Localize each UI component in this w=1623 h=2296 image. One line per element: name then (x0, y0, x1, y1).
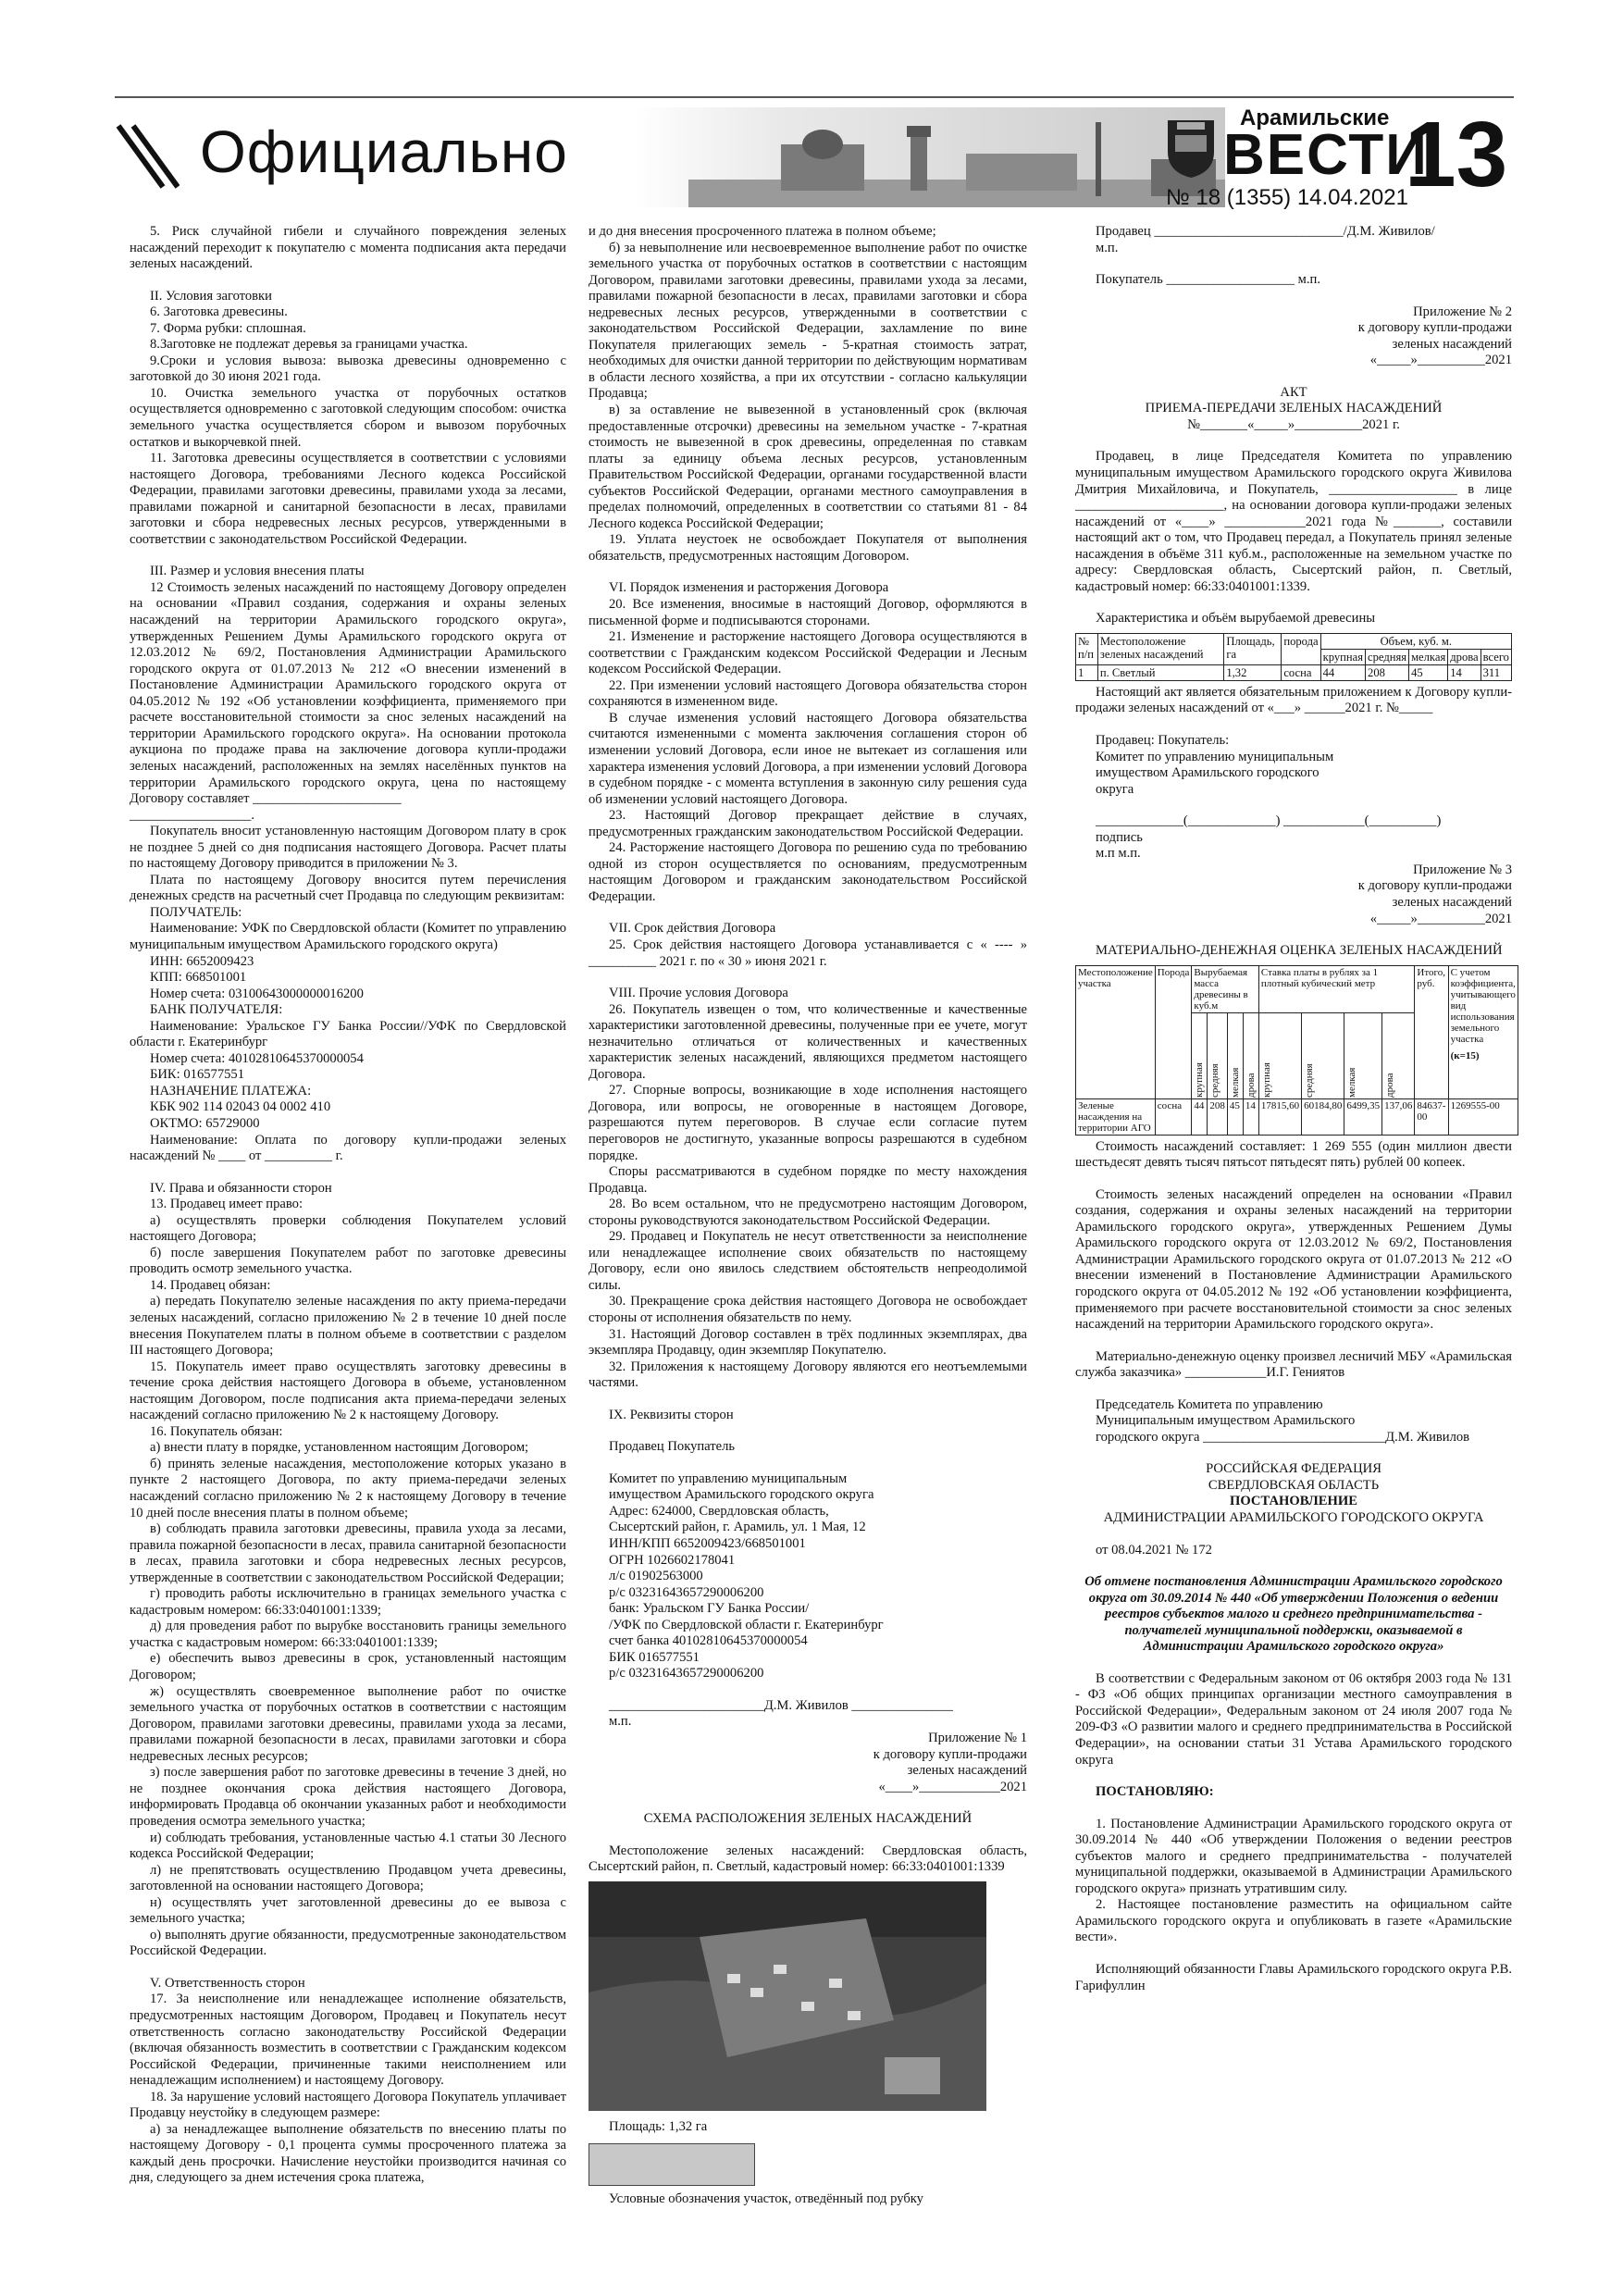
paragraph: 9.Сроки и условия вывоза: вывозка древесины одновременно с заготовкой до 30 июня 2021 года. (130, 353, 566, 385)
table-cell: 137,06 (1382, 1098, 1415, 1135)
table-cell: сосна (1282, 664, 1320, 680)
paragraph: 16. Покупатель обязан: (150, 1423, 283, 1439)
paragraph: ОКТМО: 65729000 (150, 1115, 260, 1131)
paragraph: Номер счета: 03100643000000016200 (150, 986, 364, 1001)
resolution-section (1075, 1139, 1512, 1995)
table2-subheader: дрова (1245, 1073, 1257, 1098)
table2-header: Порода (1155, 965, 1192, 1098)
paragraph: 27. Спорные вопросы, возникающие в ходе исполнения настоящего Договора, или вопросы, не оговоренные в настоящем Договоре, разрешаются путем переговоров. В случае если согласие путем переговоров не достигнуто, указанные вопросы разрешаются в судебном порядке. (588, 1083, 1027, 1163)
table2-header: Вырубаемая масса древесины в куб.м (1192, 965, 1259, 1012)
table-cell: 1269555-00 (1448, 1098, 1518, 1135)
paragraph: 26. Покупатель извещен о том, что количественные и качественные характеристики заготовленной древесины, полученные при ее учете, могут незначительно отличаться от количественных и качественных характеристик зеленых насаждений, являющихся предметом настоящего Договора. (588, 1001, 1027, 1082)
table-cell: 84637-00 (1415, 1098, 1448, 1135)
paragraph: 1. Постановление Администрации Арамильского городского округа от 30.09.2014 № 440 «Об утверждении Положения о ведении реестров субъектов малого и среднего предпринимательства - получателей муниципальной поддержки, оказываемой в Администрации Арамильского городского округа» признать утратившим силу. (1075, 1816, 1512, 1896)
paragraph: НАЗНАЧЕНИЕ ПЛАТЕЖА: (150, 1083, 312, 1098)
table1-subheader: всего (1481, 649, 1511, 664)
paragraph: IV. Права и обязанности сторон (150, 1180, 332, 1196)
paragraph: Условные обозначения участок, отведённый под рубку (609, 2191, 923, 2206)
paragraph: счет банка 40102810645370000054 (609, 1633, 808, 1649)
paragraph: р/с 03231643657290006200 (609, 1666, 764, 1682)
paragraph: м.п. (1096, 240, 1119, 255)
paragraph: ж) осуществлять своевременное выполнение работ по очистке земельного участка от порубочных остатков в соответствии с настоящим Договором, правилами заготовки древесины, правилами ухода за лесами, правилами пожарной безопасности в лесах, правилами заготовки и сбора недревесных лесных ресурсов; (130, 1683, 566, 1764)
paragraph: Споры рассматриваются в судебном порядке по месту нахождения Продавца. (588, 1164, 1027, 1196)
table2-header-text: С учетом коэффициента, учитывающего вид использования земельного участка (1450, 966, 1516, 1045)
paragraph: м.п. (609, 1714, 632, 1730)
paragraph: Наименование: УФК по Свердловской области (Комитет по управлению муниципальным имуществом Арамильского городского округа) (130, 921, 566, 952)
paragraph: ПОСТАНОВЛЕНИЕ (1230, 1494, 1357, 1509)
paragraph: 28. Во всем остальном, что не предусмотрено настоящим Договором, стороны руководствуются законодательством Российской Федерации. (588, 1197, 1027, 1228)
paragraph: подпись (1096, 829, 1143, 845)
paragraph: В соответствии с Федеральным законом от 06 октября 2003 года № 131 - ФЗ «Об общих принципах организации местного самоуправления в Российской Федерации», Федеральным законом от 24 июля 2007 года № 209-ФЗ «О развитии малого и среднего предпринимательства в Российской Федерации», на основании статьи 31 Устава Арамильского городского округа (1075, 1670, 1512, 1768)
paragraph: Наименование: Уральское ГУ Банка России//УФК по Свердловской области г. Екатеринбург (130, 1018, 566, 1050)
site-map-image (588, 1881, 986, 2111)
paragraph: а) за ненадлежащее выполнение обязательств по внесению платы по настоящему Договору - 0,1 процента суммы просроченного платежа за каждый день просрочки. Начисление неустойки производится начиная со дня, следующего за днем истечения срока платежа, (130, 2121, 566, 2186)
table2-subheader: мелкая (1229, 1067, 1241, 1098)
act-section (1075, 224, 1512, 627)
paragraph: Площадь: 1,32 га (609, 2119, 708, 2135)
paragraph: Наименование: Оплата по договору купли-продажи зеленых насаждений № ____ от __________ г. (130, 1132, 566, 1164)
paragraph: д) для проведения работ по вырубке восстановить границы земельного участка с кадастровым номером: 66:33:0401001:1339; (130, 1619, 566, 1650)
paragraph: Комитет по управлению муниципальным (609, 1471, 848, 1486)
paragraph: Продавец, в лице Председателя Комитета по управлению муниципальным имуществом Арамильского городского округа Живилова Дмитрия Михайловича, и Покупатель, ___________________ в лице ______________________, на основании договора купли-продажи зеленых насаждений от «____» ____________2021 года №_______, составили настоящий акт о том, что Продавец передал, а Покупатель принял зеленые насаждения в объёме 311 куб.м., расположенные на земельном участке по адресу: Свердловская область, Сысертский район, п. Светлый, кадастровый номер: 66:33:0401001:1339. (1075, 449, 1512, 594)
paragraph: ПРИЕМА-ПЕРЕДАЧИ ЗЕЛЕНЫХ НАСАЖДЕНИЙ (1145, 401, 1443, 416)
paragraph: ОГРН 1026602178041 (609, 1552, 736, 1568)
paragraph: Номер счета: 40102810645370000054 (150, 1050, 364, 1066)
paragraph: БИК 016577551 (609, 1649, 700, 1665)
paragraph: Стоимость насаждений составляет: 1 269 555 (один миллион двести шестьдесят девять тысяч пятьсот пятьдесят пять) рублей 00 копеек. (1075, 1138, 1512, 1171)
table-cell: 208 (1208, 1098, 1228, 1135)
paragraph: о) выполнять другие обязанности, предусмотренные законодательством Российской Федерации. (130, 1927, 566, 1959)
table-cell: 44 (1192, 1098, 1208, 1135)
coat-of-arms-icon (1166, 118, 1216, 180)
table-cell: п. Светлый (1097, 664, 1224, 680)
paragraph: АДМИНИСТРАЦИИ АРАМИЛЬСКОГО ГОРОДСКОГО ОКРУГА (1103, 1509, 1484, 1525)
paragraph: «_____»__________2021 (1369, 911, 1512, 926)
paragraph: ПОСТАНОВЛЯЮ: (1096, 1784, 1214, 1800)
paragraph: №_______«_____»__________2021 г. (1187, 416, 1400, 432)
table2-header (1448, 965, 1518, 1098)
table1-subheader: дрова (1448, 649, 1481, 664)
column-1 (130, 224, 566, 2187)
paragraph: Стоимость зеленых насаждений определен на основании «Правил создания, содержания и охраны зеленых насаждений на территории Арамильского городского округа», утвержденных Решением Думы Арамильского городского округа от 12.03.2012 № 69/2, Постановления Администрации Арамильского городского округа от 01.07.2013 № 212 «О внесении изменений в Постановление Администрации Арамильского городского округа от 04.05.2012 № 192 «Об установлении коэффициента, применяемого при расчете восстановительной стоимости за снос зеленых насаждений на территории Арамильского городского округа». (1075, 1186, 1512, 1333)
paragraph: Сысертский район, г. Арамиль, ул. 1 Мая, 12 (609, 1520, 866, 1535)
paragraph: имуществом Арамильского городского (1096, 765, 1319, 781)
paragraph: 15. Покупатель имеет право осуществлять заготовку древесины в течение срока действия настоящего Договора в объеме, установленном настоящим Договором, после подписания акта приема-передачи зеленых насаждений согласно приложению № 2 к настоящему Договору. (130, 1359, 566, 1423)
table2-subheader: средняя (1304, 1062, 1316, 1098)
table1-subheader: средняя (1366, 649, 1409, 664)
paragraph: VII. Срок действия Договора (609, 921, 776, 937)
table-cell: 1 (1076, 664, 1098, 680)
paragraph: а) передать Покупателю зеленые насаждения по акту приема-передачи зеленых насаждений, согласно приложению № 2 в течение 10 дней после внесения Покупателем платы в полном объеме в соответствии с разделом III настоящего Договора; (130, 1294, 566, 1359)
paragraph: РОССИЙСКАЯ ФЕДЕРАЦИЯ (1206, 1461, 1381, 1477)
paragraph: БИК: 016577551 (150, 1067, 245, 1083)
paragraph: Настоящий акт является обязательным приложением к Договору купли-продажи зеленых насаждений от «___» ______2021 г. №_____ (1075, 684, 1512, 716)
paragraph: III. Размер и условия внесения платы (150, 564, 365, 579)
paragraph: БАНК ПОЛУЧАТЕЛЯ: (150, 1002, 283, 1018)
paragraph: АКТ (1280, 384, 1307, 400)
paragraph: Приложение № 2 (1413, 304, 1512, 319)
paragraph: Приложение № 3 (1413, 862, 1512, 877)
paragraph: 18. За нарушение условий настоящего Договора Покупатель уплачивает Продавцу неустойку в следующем размере: (130, 2089, 566, 2121)
table-row (1076, 664, 1512, 680)
paragraph: Продавец Покупатель (609, 1439, 736, 1455)
paragraph: _____________(_____________) ____________(__________) (1096, 813, 1442, 829)
table2-subheader: дрова (1384, 1073, 1396, 1098)
paragraph: СХЕМА РАСПОЛОЖЕНИЯ ЗЕЛЕНЫХ НАСАЖДЕНИЙ (643, 1811, 973, 1827)
paragraph: зеленых насаждений (1392, 336, 1512, 352)
section-title: Официально (200, 118, 568, 185)
paragraph: КБК 902 114 02043 04 0002 410 (150, 1099, 331, 1115)
table-cell: 14 (1448, 664, 1481, 680)
table-row (1076, 1098, 1518, 1135)
paragraph: 29. Продавец и Покупатель не несут ответственности за неисполнение или ненадлежащее исполнение своих обязательств по настоящему Договору, если оно явилось следствием обстоятельств непреодолимой силы. (588, 1229, 1027, 1293)
paragraph: «____»____________2021 (878, 1779, 1027, 1794)
paragraph: V. Ответственность сторон (150, 1975, 305, 1991)
section-slashes-icon (115, 118, 180, 192)
paragraph: з) после завершения работ по заготовке древесины в течение 3 дней, но не позднее окончания срока действия настоящего Договора, информировать Продавца об окончании указанных работ и необходимости проведения осмотра земельного участка; (130, 1765, 566, 1829)
paragraph: 21. Изменение и расторжение настоящего Договора осуществляются в соответствии с Гражданским кодексом Российской Федерации и Лесным кодексом Российской Федерации. (588, 629, 1027, 677)
paragraph: В случае изменения условий настоящего Договора обязательства считаются измененными с момента заключения соглашения сторон об изменении условий Договора, если иное не вытекает из соглашения или характера изменения условий Договора, а при изменении условий Договора в судебном порядке - с момента вступления в законную силу решения суда об изменении условий настоящего Договора. (588, 710, 1027, 807)
paragraph: Местоположение зеленых насаждений: Свердловская область, Сысертский район, п. Светлый, кадастровый номер: 66:33:0401001:1339 (588, 1843, 1027, 1875)
paragraph: городского округа ___________________________Д.М. Живилов (1096, 1429, 1470, 1445)
table-cell: 6499,35 (1344, 1098, 1382, 1135)
paragraph: л) не препятствовать осуществлению Продавцом учета древесины, заготовленной на основании настоящего Договора; (130, 1862, 566, 1894)
paragraph: р/с 03231643657290006200 (609, 1584, 764, 1600)
paragraph: от 08.04.2021 № 172 (1096, 1542, 1212, 1558)
paragraph: к договору купли-продажи (1357, 320, 1512, 336)
paragraph: 17. За неисполнение или ненадлежащее исполнение обязательств, предусмотренных настоящим Договором, Продавец и Покупатель несут ответственность согласно законодательству Российской Федерации (включая обязанность возместить в соответствии с Гражданским кодексом Российской Федерации, причиненные такими неисполнением или ненадлежащим исполнением) и настоящему Договору. (130, 1992, 566, 2089)
paragraph: Председатель Комитета по управлению (1096, 1396, 1323, 1412)
map-area (588, 2119, 1027, 2136)
paragraph: а) осуществлять проверки соблюдения Покупателем условий настоящего Договора; (130, 1212, 566, 1245)
town-banner-image (633, 107, 1225, 207)
paragraph: 6. Заготовка древесины. (150, 304, 288, 320)
paragraph: ИНН: 6652009423 (150, 953, 254, 969)
paragraph: 14. Продавец обязан: (150, 1277, 271, 1293)
table-cell: 44 (1320, 664, 1365, 680)
paragraph: л/с 01902563000 (609, 1569, 703, 1584)
paragraph: Покупатель вносит установленную настоящим Договором плату в срок не позднее 5 дней со дня подписания настоящего Договора. Расчет платы по настоящему Договору приводится в приложении № 3. (130, 824, 566, 872)
table-cell: сосна (1155, 1098, 1192, 1135)
paragraph: 22. При изменении условий настоящего Договора обязательства сторон сохраняются в измененном виде. (588, 677, 1027, 710)
paragraph: и до дня внесения просроченного платежа в полном объеме; (588, 224, 936, 239)
brand-small-title: Арамильские (1240, 105, 1390, 130)
table1-header: Площадь, га (1224, 633, 1282, 664)
table2-header: Ставка платы в рублях за 1 плотный кубический метр (1258, 965, 1415, 1012)
paragraph: СВЕРДЛОВСКАЯ ОБЛАСТЬ (1208, 1477, 1380, 1493)
paragraph: Продавец: Покупатель: (1096, 733, 1230, 749)
paragraph: б) принять зеленые насаждения, местоположение которых указано в пункте 2 настоящего Договора, по акту приема-передачи зеленых насаждений согласно приложению № 2 к настоящему Договору в течение 10 дней после внесения платы в полном объеме; (130, 1456, 566, 1520)
table1-header: порода (1282, 633, 1320, 664)
table1-subheader: мелкая (1409, 649, 1448, 664)
table2-subheader: крупная (1260, 1061, 1272, 1098)
paragraph: б) после завершения Покупателем работ по заготовке древесины проводить осмотр земельного участка. (130, 1245, 566, 1277)
paragraph: Продавец ____________________________/Д.М. Живилов/ (1096, 224, 1435, 239)
paragraph: б) за невыполнение или несвоевременное выполнение работ по очистке земельного участка от порубочных остатков в соответствии с настоящим Договором, правилами заготовки древесины, правилами ухода за лесами, правилами пожарной безопасности в лесах, правилами заготовки и сбора недревесных лесных ресурсов, утвержденными в соответствии с законодательством Российской Федерации, захламление по вине Покупателя прилегающих земель - 5-кратная стоимость затрат, необходимых для очистки данной территории по действующим нормативам в области лесного хозяйства, а при их отсутствии - согласно калькуляции Продавца; (588, 240, 1027, 402)
paragraph: Приложение № 1 (928, 1731, 1027, 1746)
paragraph: 8.Заготовке не подлежат деревья за границами участка. (150, 337, 468, 353)
paragraph: м.п м.п. (1096, 846, 1141, 862)
paragraph: 19. Уплата неустоек не освобождает Покупателя от выполнения обязательств, предусмотренных настоящим Договором. (588, 532, 1027, 564)
map-legend (588, 2191, 1027, 2208)
paragraph: 7. Форма рубки: сплошная. (150, 320, 306, 336)
paragraph: Покупатель ___________________ м.п. (1096, 272, 1320, 288)
paragraph: 25. Срок действия настоящего Договора устанавливается с « ---- » __________ 2021 г. по « 30 » июня 2021 г. (588, 937, 1027, 969)
paragraph: Муниципальным имуществом Арамильского (1096, 1413, 1356, 1429)
table2-header: Итого, руб. (1415, 965, 1448, 1098)
paragraph: банк: Уральском ГУ Банка России/ (609, 1601, 810, 1617)
coefficient-label: (к=15) (1450, 1049, 1480, 1061)
issue-line: № 18 (1355) 14.04.2021 (1166, 185, 1408, 210)
paragraph: зеленых насаждений (907, 1763, 1027, 1779)
header-rule (115, 96, 1514, 98)
paragraph: 20. Все изменения, вносимые в настоящий Договор, оформляются в письменной форме и подписываются сторонами. (588, 597, 1027, 628)
paragraph: зеленых насаждений (1392, 894, 1512, 910)
paragraph: Комитет по управлению муниципальным (1096, 749, 1334, 764)
wood-volume-table (1075, 633, 1512, 681)
paragraph: Характеристика и объём вырубаемой древесины (1096, 611, 1376, 627)
table2-subheader: крупная (1194, 1061, 1206, 1098)
paragraph: ИНН/КПП 6652009423/668501001 (609, 1536, 806, 1552)
paragraph: Об отмене постановления Администрации Арамильского городского округа от 30.09.2014 № 440 «Об утверждении Положения о ведении реестров субъектов малого и среднего предпринимательства - получателей муниципальной поддержки, оказываемой в Администрации Арамильского городского округа» (1084, 1574, 1503, 1655)
paragraph: к договору купли-продажи (1357, 878, 1512, 894)
paragraph: IX. Реквизиты сторон (609, 1407, 734, 1422)
table-cell: Зеленые насаждения на территории АГО (1076, 1098, 1156, 1135)
paragraph: 11. Заготовка древесины осуществляется в соответствии с условиями настоящего Договора, требованиями Лесного кодекса Российской Федерации, правилами заготовки древесины, правилами ухода за лесами, правилами пожарной и санитарной безопасности в лесах, правилами заготовки и сбора недревесных лесных ресурсов, утвержденными в соответствии с законодательством Российской Федерации. (130, 451, 566, 547)
brand-title: ВЕСТИ (1223, 123, 1429, 187)
paragraph: 30. Прекращение срока действия настоящего Договора не освобождает стороны от исполнения обязательств по нему. (588, 1294, 1027, 1325)
column-2 (588, 224, 1027, 2208)
table1-header: № п/п (1076, 633, 1098, 664)
paragraph: к договору купли-продажи (873, 1746, 1027, 1762)
table1-header: Местоположение зеленых насаждений (1097, 633, 1224, 664)
table-cell: 14 (1243, 1098, 1258, 1135)
paragraph: 12 Стоимость зеленых насаждений по настоящему Договору определен на основании «Правил создания, содержания и охраны зеленых насаждений на территории Арамильского городского округа», утвержденных Решением Думы Арамильского городского округа от 12.03.2012 № 69/2, Постановления Администрации Арамильского городского округа от 01.07.2013 № 212 «О внесении изменений в Постановление Администрации Арамильского городского округа от 04.05.2012 № 192 «Об установлении коэффициента, применяемого при расчете восстановительной стоимости за снос зеленых насаждений на территории Арамильского городского округа». На основании протокола аукциона по продаже права на заключение договора купли-продажи зеленых насаждений, расположенных на землях населённых пунктов на территории Арамильского городского округа, цена по настоящему Договору составляет ______________________ (130, 579, 566, 807)
paragraph: имуществом Арамильского городского округа (609, 1487, 874, 1503)
paragraph: ПОЛУЧАТЕЛЬ: (150, 904, 242, 920)
newspaper-logo (1166, 104, 1514, 213)
paragraph: /УФК по Свердловской области г. Екатеринбург (609, 1617, 884, 1632)
paragraph: и) соблюдать требования, установленные частью 4.1 статьи 30 Лесного кодекса Российской Федерации; (130, 1830, 566, 1862)
legend-swatch (588, 2143, 755, 2186)
paragraph: Материально-денежную оценку произвел лесничий МБУ «Арамильская служба заказчика» ____________И.Г. Гениятов (1075, 1348, 1512, 1381)
paragraph: 5. Риск случайной гибели и случайного повреждения зеленых насаждений переходит к покупателю с момента подписания акта передачи зеленых насаждений. (130, 224, 566, 272)
paragraph: МАТЕРИАЛЬНО-ДЕНЕЖНАЯ ОЦЕНКА ЗЕЛЕНЫХ НАСАЖДЕНИЙ (1096, 943, 1503, 959)
paragraph: е) обеспечить вывоз древесины в срок, установленный настоящим Договором; (130, 1651, 566, 1683)
paragraph: 23. Настоящий Договор прекращает действие в случаях, предусмотренных гражданским законодательством Российской Федерации. (588, 808, 1027, 839)
paragraph: 24. Расторжение настоящего Договора по решению суда по требованию одной из сторон осуществляется по основаниям, предусмотренным настоящим Договором и гражданским законодательством Российской Федерации. (588, 840, 1027, 904)
paragraph: в) соблюдать правила заготовки древесины, правила ухода за лесами, правила пожарной безопасности в лесах, правила санитарной безопасности в лесах, правила заготовки и сбора недревесных лесных ресурсов, утвержденные в соответствии с законодательством Российской Федерации; (130, 1521, 566, 1585)
valuation-table (1075, 965, 1518, 1136)
table2-subheader: мелкая (1346, 1067, 1358, 1098)
act-signatures (1075, 685, 1512, 960)
paragraph: VI. Порядок изменения и расторжения Договора (609, 580, 889, 596)
paragraph: Адрес: 624000, Свердловская область, (609, 1503, 829, 1519)
table-cell: 208 (1366, 664, 1409, 680)
paragraph: Исполняющий обязанности Главы Арамильского городского округа Р.В. Гарифуллин (1075, 1962, 1512, 1993)
table-cell: 17815,60 (1258, 1098, 1301, 1135)
table-cell: 60184,80 (1302, 1098, 1344, 1135)
page-number: 13 (1405, 103, 1508, 206)
table-cell: 1,32 (1224, 664, 1282, 680)
paragraph: округа (1096, 781, 1134, 797)
table2-header: Местоположение участка (1076, 965, 1156, 1098)
paragraph: «_____»__________2021 (1369, 353, 1512, 368)
paragraph: г) проводить работы исключительно в границах земельного участка с кадастровым номером: 66:33:0401001:1339; (130, 1586, 566, 1618)
paragraph: 2. Настоящее постановление разместить на официальном сайте Арамильского городского округа и опубликовать в газете «Арамильские вести». (1075, 1897, 1512, 1945)
paragraph: _______________________Д.М. Живилов _______________ (609, 1697, 953, 1713)
table-cell: 45 (1409, 664, 1448, 680)
table1-subheader: крупная (1320, 649, 1365, 664)
paragraph: __________________. (130, 807, 254, 823)
paragraph: VIII. Прочие условия Договора (609, 986, 788, 1001)
paragraph: Плата по настоящему Договору вносится путем перечисления денежных средств на расчетный счет Продавца по следующим реквизитам: (130, 872, 566, 904)
paragraph: н) осуществлять учет заготовленной древесины до ее вывоза с земельного участка; (130, 1894, 566, 1927)
table1-header: Объем, куб. м. (1320, 633, 1511, 649)
paragraph: 13. Продавец имеет право: (150, 1197, 303, 1212)
page-header (115, 96, 1514, 213)
column-3 (1075, 224, 1516, 1994)
paragraph: КПП: 668501001 (150, 970, 247, 986)
paragraph: в) за оставление не вывезенной в установленный срок (включая предоставленные отсрочки) древесины на земельном участке - 7-кратная стоимость не вывезенной в срок древесины, определенная по ставкам платы за единицу объема лесных ресурсов, установленным Правительством Российской Федерации, органами государственной власти субъектов Российской Федерации, органами местного самоуправления в пределах полномочий, определенных в соответствии со статьями 81 - 84 Лесного кодекса Российской Федерации; (588, 403, 1027, 531)
paragraph: 31. Настоящий Договор составлен в трёх подлинных экземплярах, два экземпляра Продавцу, один экземпляр Покупателю. (588, 1326, 1027, 1359)
paragraph: 10. Очистка земельного участка от порубочных остатков осуществляется одновременно с заготовкой следующим способом: очистка земельного участка осуществляется сбором и вывозом порубочных остатков и выкорчевкой пней. (130, 385, 566, 450)
table2-subheader: средняя (1209, 1062, 1221, 1098)
table-cell: 311 (1481, 664, 1511, 680)
paragraph: 32. Приложения к настоящему Договору являются его неотъемлемыми частями. (588, 1359, 1027, 1391)
paragraph: II. Условия заготовки (150, 288, 272, 304)
table-cell: 45 (1227, 1098, 1243, 1135)
contract-continuation (588, 224, 1027, 1876)
paragraph: а) внести плату в порядке, установленном настоящим Договором; (150, 1440, 529, 1456)
